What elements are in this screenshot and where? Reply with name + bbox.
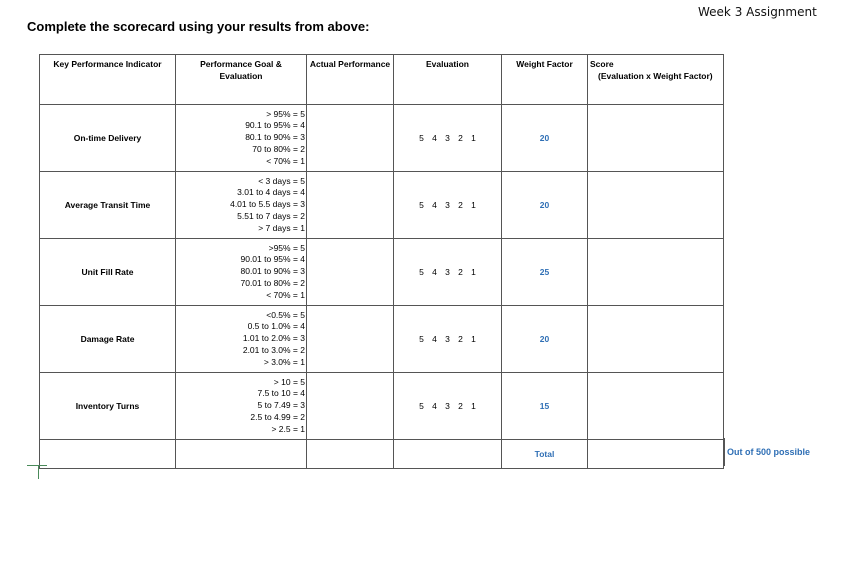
column-header-evaluation: Evaluation — [394, 55, 502, 105]
evaluation-scale[interactable] — [394, 373, 502, 440]
goal-threshold: 7.5 to 10 = 4 — [257, 388, 305, 399]
goal-threshold: > 7 days = 1 — [258, 222, 305, 233]
goal-threshold: > 3.0% = 1 — [263, 356, 305, 367]
total-evaluation-cell — [394, 440, 502, 469]
goal-threshold: 70.01 to 80% = 2 — [240, 277, 305, 288]
total-row — [40, 440, 724, 469]
kpi-name: Unit Fill Rate — [40, 239, 176, 306]
evaluation-option[interactable]: 2 — [458, 133, 463, 143]
performance-goal-cell — [176, 105, 307, 172]
assignment-label: Week 3 Assignment — [698, 5, 817, 19]
goal-threshold: < 70% = 1 — [266, 289, 305, 300]
table-row — [40, 239, 724, 306]
column-header-kpi: Key Performance Indicator — [40, 55, 176, 105]
total-goal-cell — [176, 440, 307, 469]
scorecard-table — [39, 54, 724, 469]
evaluation-scale[interactable] — [394, 105, 502, 172]
evaluation-option[interactable]: 1 — [471, 334, 476, 344]
total-score-cell[interactable] — [588, 440, 724, 469]
goal-threshold: 80.1 to 90% = 3 — [245, 132, 305, 143]
evaluation-option[interactable]: 3 — [445, 334, 450, 344]
score-cell[interactable] — [588, 105, 724, 172]
evaluation-option[interactable]: 3 — [445, 133, 450, 143]
table-row — [40, 172, 724, 239]
evaluation-option[interactable]: 1 — [471, 200, 476, 210]
goal-threshold: 4.01 to 5.5 days = 3 — [230, 199, 305, 210]
evaluation-scale[interactable] — [394, 239, 502, 306]
goal-threshold: < 3 days = 5 — [258, 175, 305, 186]
weight-factor: 15 — [502, 373, 588, 440]
goal-threshold: 5.51 to 7 days = 2 — [237, 210, 305, 221]
evaluation-option[interactable]: 3 — [445, 200, 450, 210]
table-header-row — [40, 55, 724, 105]
goal-threshold: 2.5 to 4.99 = 2 — [250, 411, 305, 422]
evaluation-option[interactable]: 4 — [432, 401, 437, 411]
cell-cursor-mark-vertical — [38, 465, 39, 479]
evaluation-option[interactable]: 2 — [458, 267, 463, 277]
evaluation-option[interactable]: 5 — [419, 267, 424, 277]
goal-threshold: > 10 = 5 — [273, 376, 305, 387]
evaluation-option[interactable]: 4 — [432, 267, 437, 277]
actual-performance-cell[interactable] — [307, 172, 394, 239]
goal-threshold: > 2.5 = 1 — [271, 423, 305, 434]
evaluation-option[interactable]: 3 — [445, 267, 450, 277]
evaluation-option[interactable]: 2 — [458, 401, 463, 411]
page-title: Complete the scorecard using your results from above: — [27, 19, 370, 34]
total-label: Total — [502, 440, 588, 469]
table-row — [40, 373, 724, 440]
actual-performance-cell[interactable] — [307, 239, 394, 306]
out-of-possible-note: Out of 500 possible — [724, 438, 828, 466]
performance-goal-cell — [176, 306, 307, 373]
evaluation-option[interactable]: 5 — [419, 200, 424, 210]
goal-threshold: > 95% = 5 — [266, 108, 305, 119]
performance-goal-cell — [176, 373, 307, 440]
kpi-name: Inventory Turns — [40, 373, 176, 440]
cell-cursor-mark — [27, 465, 47, 466]
goal-threshold: 90.01 to 95% = 4 — [240, 254, 305, 265]
evaluation-option[interactable]: 2 — [458, 334, 463, 344]
performance-goal-cell — [176, 172, 307, 239]
goal-threshold: 0.5 to 1.0% = 4 — [247, 321, 305, 332]
evaluation-scale[interactable] — [394, 306, 502, 373]
goal-threshold: 5 to 7.49 = 3 — [257, 400, 305, 411]
kpi-name: On-time Delivery — [40, 105, 176, 172]
performance-goal-cell — [176, 239, 307, 306]
evaluation-option[interactable]: 5 — [419, 334, 424, 344]
goal-threshold: 70 to 80% = 2 — [252, 143, 305, 154]
kpi-name: Average Transit Time — [40, 172, 176, 239]
score-cell[interactable] — [588, 172, 724, 239]
column-header-actual: Actual Performance — [307, 55, 394, 105]
kpi-name: Damage Rate — [40, 306, 176, 373]
evaluation-option[interactable]: 1 — [471, 133, 476, 143]
evaluation-option[interactable]: 5 — [419, 133, 424, 143]
evaluation-option[interactable]: 3 — [445, 401, 450, 411]
goal-threshold: >95% = 5 — [268, 242, 305, 253]
total-actual-cell[interactable] — [307, 440, 394, 469]
evaluation-option[interactable]: 4 — [432, 133, 437, 143]
table-row — [40, 105, 724, 172]
actual-performance-cell[interactable] — [307, 105, 394, 172]
goal-threshold: 90.1 to 95% = 4 — [245, 120, 305, 131]
actual-performance-cell[interactable] — [307, 373, 394, 440]
table-row — [40, 306, 724, 373]
total-kpi-cell — [40, 440, 176, 469]
score-cell[interactable] — [588, 373, 724, 440]
column-header-goal: Performance Goal & Evaluation — [176, 55, 307, 105]
evaluation-scale[interactable] — [394, 172, 502, 239]
evaluation-option[interactable]: 1 — [471, 401, 476, 411]
column-header-score: Score (Evaluation x Weight Factor) — [588, 55, 724, 105]
score-cell[interactable] — [588, 306, 724, 373]
goal-threshold: 2.01 to 3.0% = 2 — [242, 344, 305, 355]
column-header-weight: Weight Factor — [502, 55, 588, 105]
evaluation-option[interactable]: 4 — [432, 200, 437, 210]
goal-threshold: 3.01 to 4 days = 4 — [237, 187, 305, 198]
evaluation-option[interactable]: 1 — [471, 267, 476, 277]
weight-factor: 20 — [502, 105, 588, 172]
evaluation-option[interactable]: 2 — [458, 200, 463, 210]
weight-factor: 20 — [502, 172, 588, 239]
evaluation-option[interactable]: 5 — [419, 401, 424, 411]
goal-threshold: < 70% = 1 — [266, 155, 305, 166]
evaluation-option[interactable]: 4 — [432, 334, 437, 344]
weight-factor: 25 — [502, 239, 588, 306]
goal-threshold: 1.01 to 2.0% = 3 — [242, 333, 305, 344]
goal-threshold: <0.5% = 5 — [266, 309, 305, 320]
weight-factor: 20 — [502, 306, 588, 373]
score-cell[interactable] — [588, 239, 724, 306]
goal-threshold: 80.01 to 90% = 3 — [240, 266, 305, 277]
actual-performance-cell[interactable] — [307, 306, 394, 373]
